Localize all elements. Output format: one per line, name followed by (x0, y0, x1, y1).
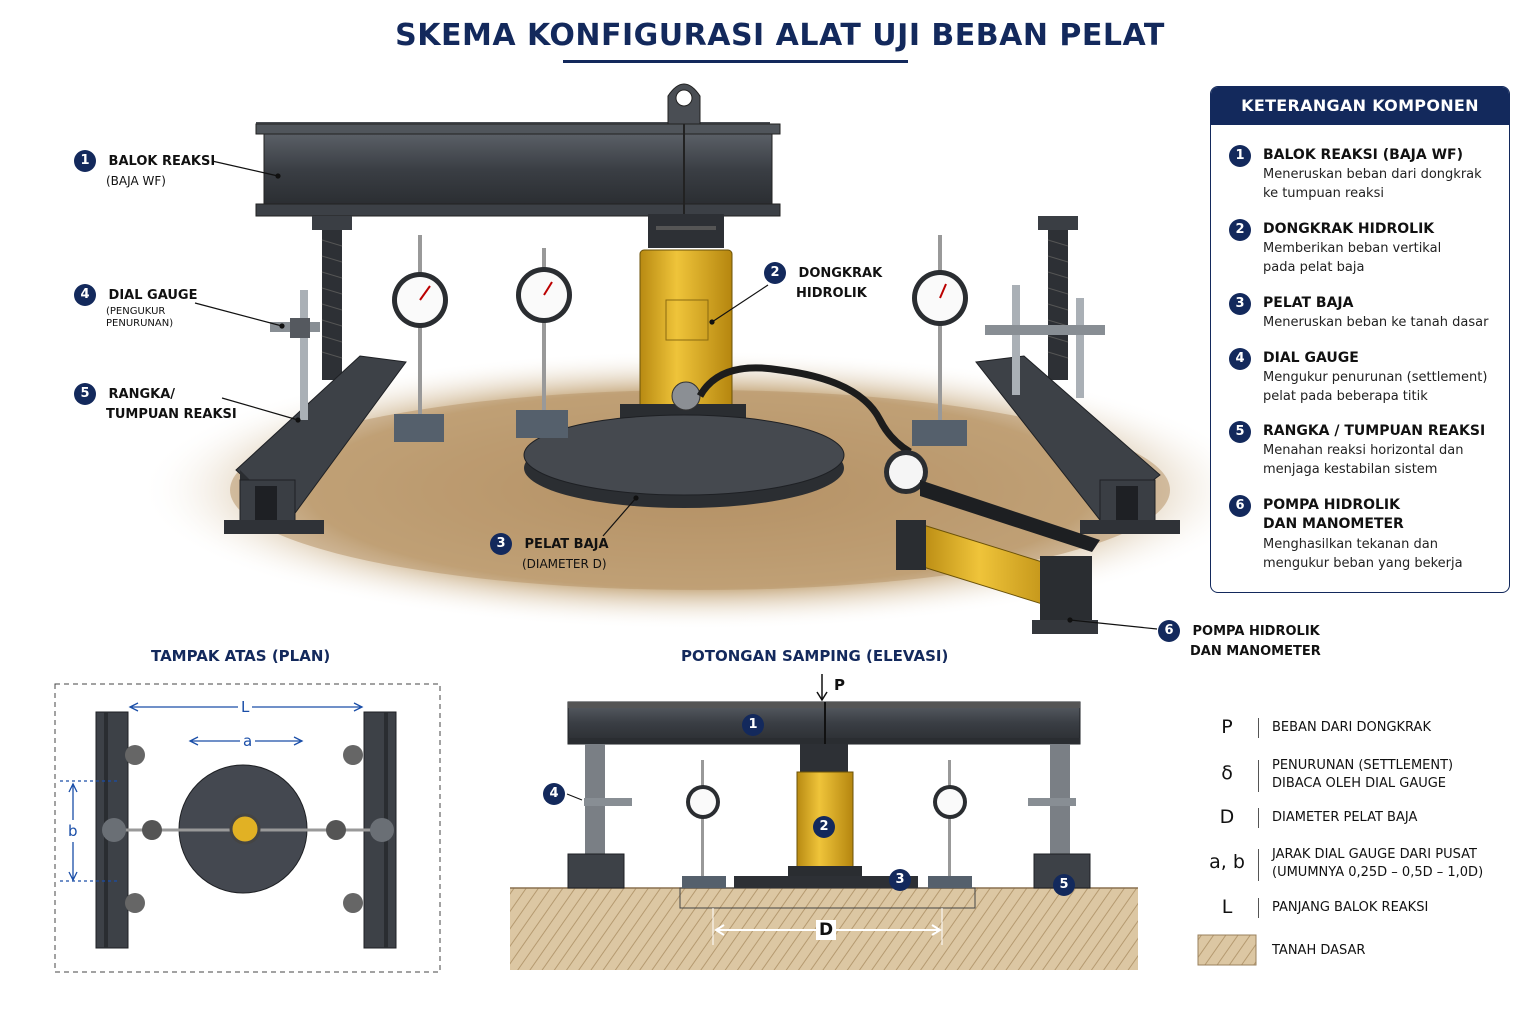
legend-desc: PENURUNAN (SETTLEMENT) (1272, 758, 1454, 773)
item-badge: 6 (1229, 495, 1251, 517)
item-desc: Menahan reaksi horizontal dan (1263, 443, 1464, 458)
callout-title: DONGKRAK (798, 265, 883, 281)
callout-sub: HIDROLIK (796, 286, 867, 301)
plan-title: TAMPAK ATAS (PLAN) (151, 647, 331, 665)
elev-badge-3: 3 (889, 869, 911, 891)
legend-desc: TANAH DASAR (1272, 943, 1366, 958)
callout-sub: DAN MANOMETER (1190, 644, 1321, 659)
callout-title: BALOK REAKSI (108, 153, 216, 169)
callout-dongkrak (764, 262, 882, 303)
callout-title: RANGKA/ (108, 386, 176, 402)
item-desc: ke tumpuan reaksi (1263, 186, 1384, 201)
steel-plate (524, 415, 844, 508)
legend-symbol: P (1221, 716, 1233, 738)
item-badge: 2 (1229, 219, 1251, 241)
item-badge: 1 (1229, 145, 1251, 167)
plan-view (55, 684, 440, 972)
panel-heading: KETERANGAN KOMPONEN (1211, 87, 1509, 125)
dim-D-label: D (816, 920, 836, 940)
legend-symbol: L (1221, 896, 1233, 918)
callout-sub: (PENGUKUR PENURUNAN) (106, 306, 174, 329)
callout-rangka (74, 383, 237, 424)
legend-desc: (UMUMNYA 0,25D – 0,5D – 1,0D) (1272, 865, 1484, 880)
dim-b-label: b (68, 822, 78, 840)
item-badge: 3 (1229, 293, 1251, 315)
legend-divider (1258, 718, 1259, 738)
callout-sub: (BAJA WF) (106, 174, 166, 188)
item-title: POMPA HIDROLIK (1263, 497, 1400, 513)
item-desc: menjaga kestabilan sistem (1263, 462, 1438, 477)
elev-badge-4: 4 (543, 783, 565, 805)
legend-symbol: D (1219, 806, 1235, 828)
elev-badge-2: 2 (813, 816, 835, 838)
legend-divider (1258, 808, 1259, 828)
callout-title: PELAT BAJA (524, 536, 609, 552)
item-title: DAN MANOMETER (1263, 516, 1404, 532)
legend-row (1196, 716, 1526, 740)
item-desc: pelat pada beberapa titik (1263, 389, 1428, 404)
legend-divider (1258, 760, 1259, 792)
item-desc: Mengukur penurunan (settlement) (1263, 370, 1488, 385)
dim-a-label: a (240, 732, 255, 750)
legend-divider (1258, 849, 1259, 881)
legend-row (1196, 756, 1526, 796)
item-desc: mengukur beban yang bekerja (1263, 556, 1463, 571)
callout-pompa (1158, 620, 1321, 661)
callout-sub: (DIAMETER D) (522, 557, 607, 571)
callout-dial-gauge (74, 284, 214, 330)
component-legend-panel (1210, 86, 1510, 593)
legend-symbol: a, b (1209, 851, 1245, 873)
legend-row (1196, 806, 1526, 830)
callout-balok-reaksi (74, 150, 215, 191)
callout-badge: 1 (74, 150, 96, 172)
legend-row (1196, 845, 1526, 885)
elev-badge-5: 5 (1053, 874, 1075, 896)
callout-badge: 6 (1158, 620, 1180, 642)
load-p-label: P (834, 676, 845, 694)
legend-desc: DIBACA OLEH DIAL GAUGE (1272, 776, 1447, 791)
legend-symbol: δ (1221, 762, 1233, 784)
elev-badge-1: 1 (742, 714, 764, 736)
item-title: DIAL GAUGE (1263, 350, 1359, 366)
legend-desc: PANJANG BALOK REAKSI (1272, 900, 1429, 915)
item-title: PELAT BAJA (1263, 295, 1354, 311)
dim-L-label: L (238, 698, 252, 716)
callout-badge: 5 (74, 383, 96, 405)
item-desc: Meneruskan beban dari dongkrak (1263, 167, 1482, 182)
callout-badge: 4 (74, 284, 96, 306)
item-desc: pada pelat baja (1263, 260, 1365, 275)
elevation-title: POTONGAN SAMPING (ELEVASI) (681, 647, 949, 665)
item-badge: 5 (1229, 421, 1251, 443)
item-title: RANGKA / TUMPUAN REAKSI (1263, 423, 1486, 439)
callout-pelat (490, 533, 609, 574)
reaction-beam (256, 84, 780, 216)
callout-title: DIAL GAUGE (108, 287, 198, 303)
legend-desc: BEBAN DARI DONGKRAK (1272, 720, 1431, 735)
legend-divider (1258, 898, 1259, 918)
legend-desc: JARAK DIAL GAUGE DARI PUSAT (1272, 847, 1477, 862)
callout-badge: 2 (764, 262, 786, 284)
legend-row (1196, 940, 1526, 964)
legend-desc: DIAMETER PELAT BAJA (1272, 810, 1418, 825)
page-title: SKEMA KONFIGURASI ALAT UJI BEBAN PELAT (395, 18, 1165, 53)
callout-badge: 3 (490, 533, 512, 555)
legend-row (1196, 896, 1526, 920)
item-badge: 4 (1229, 348, 1251, 370)
item-desc: Memberikan beban vertikal (1263, 241, 1442, 256)
item-desc: Meneruskan beban ke tanah dasar (1263, 315, 1489, 330)
callout-title: POMPA HIDROLIK (1192, 623, 1320, 639)
item-title: BALOK REAKSI (BAJA WF) (1263, 147, 1463, 163)
item-desc: Menghasilkan tekanan dan (1263, 537, 1438, 552)
callout-sub: TUMPUAN REAKSI (106, 407, 237, 422)
item-title: DONGKRAK HIDROLIK (1263, 221, 1435, 237)
